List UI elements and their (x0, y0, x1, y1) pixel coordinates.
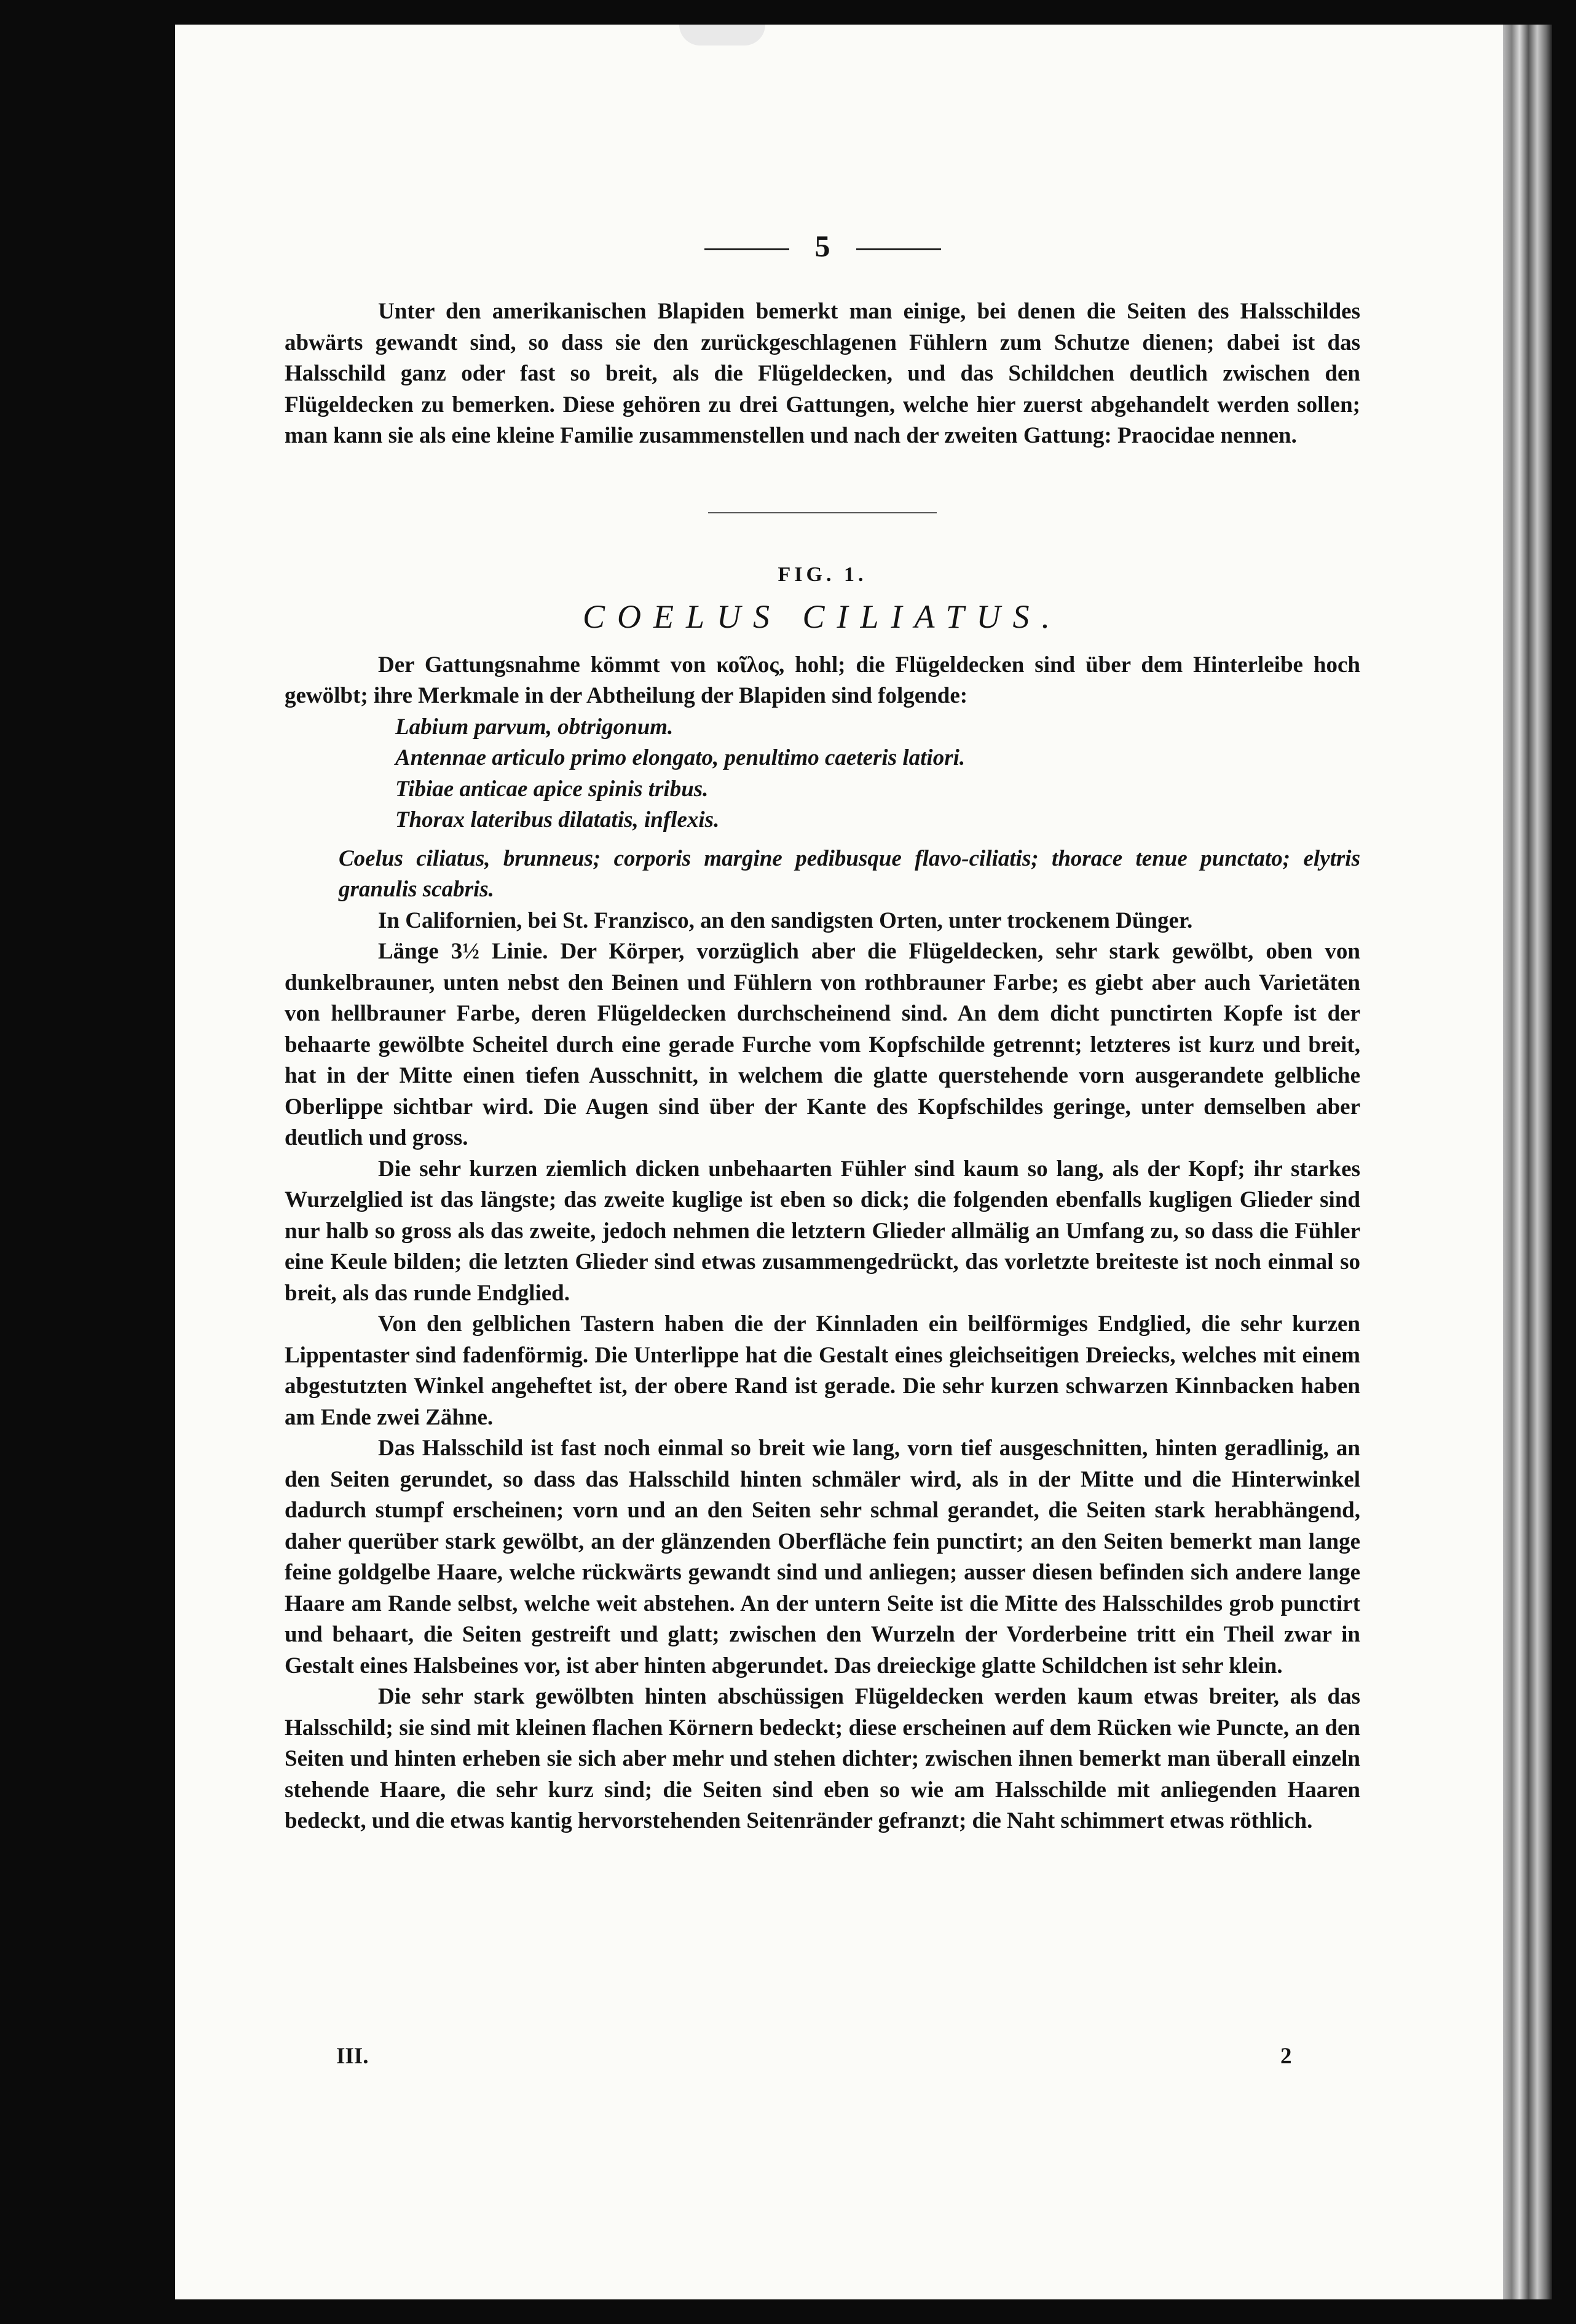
body-paragraph: In Californien, bei St. Franzisco, an den sandigsten Orten, unter trockenem Dünger. (378, 907, 1193, 933)
page-content (285, 227, 1360, 1837)
character-item: Labium parvum, obtrigonum. (395, 714, 674, 740)
character-list (395, 712, 1360, 836)
genus-intro: Der Gattungsnahme kömmt von κοῖλος, hohl; die Flügeldecken sind über dem Hinterleibe hoch gewölbt; ihre Merkmale in der Abtheilung der Blapiden sind folgende: (285, 652, 1360, 708)
page-blot (679, 25, 765, 45)
body-paragraph: Von den gelblichen Tastern haben die der Kinnladen ein beilförmiges Endglied, die sehr kurzen Lippentaster sind fadenförmig. Die Unterlippe hat die Gestalt eines gleichseitigen Dreiecks, welches mit einem abgestutzten Winkel angeheftet ist, der obere Rand ist gerade. Die sehr kurzen schwarzen Kinnbacken haben am Ende zwei Zähne. (285, 1311, 1360, 1430)
page-number: 5 (814, 229, 830, 263)
figure-label: FIG. 1. (778, 563, 867, 586)
diagnosis: Coelus ciliatus, brunneus; corporis margine pedibusque flavo-ciliatis; thorace tenue punctato; elytris granulis scabris. (339, 845, 1360, 902)
character-item: Antennae articulo primo elongato, penultimo caeteris latiori. (395, 745, 966, 770)
body-paragraph: Länge 3½ Linie. Der Körper, vorzüglich aber die Flügeldecken, sehr stark gewölbt, oben von dunkelbrauner, unten nebst den Beinen und Fühlern von rothbrauner Farbe; es giebt aber auch Varietäten von hellbrauner Farbe, deren Flügeldecken durchscheinend sind. An dem dicht punctirten Kopfe ist der behaarte gewölbte Scheitel durch eine gerade Furche vom Kopfschilde getrennt; letzteres ist kurz und breit, hat in der Mitte einen tiefen Ausschnitt, in welchem die glatte querstehende vorn ausgerandete gelbliche Oberlippe sichtbar wird. Die Augen sind über der Kante des Kopfschildes geringe, unter demselben aber deutlich und gross. (285, 939, 1360, 1150)
gathering-number: 2 (1280, 2044, 1292, 2069)
page-edge (1503, 25, 1552, 2299)
section-divider (708, 512, 937, 513)
header-dash-left (704, 248, 789, 250)
page-header (285, 227, 1360, 264)
body-paragraph: Die sehr kurzen ziemlich dicken unbehaarten Fühler sind kaum so lang, als der Kopf; ihr starkes Wurzelglied ist das längste; das zweite kuglige ist eben so dick; die folgenden ebenfalls kugligen Glieder sind nur halb so gross als das zweite, jedoch nehmen die letztern Glieder allmälig an Umfang zu, so dass die Fühler eine Keule bilden; die letzten Glieder sind etwas zusammengedrückt, das vorletzte breiteste ist noch einmal so breit, als das runde Endglied. (285, 1156, 1360, 1306)
character-item: Tibiae anticae apice spinis tribus. (395, 776, 709, 802)
signature-mark: III. (336, 2044, 369, 2069)
body-paragraph: Die sehr stark gewölbten hinten abschüssigen Flügeldecken werden kaum etwas breiter, als das Halsschild; sie sind mit kleinen flachen Körnern bedeckt; diese erscheinen auf dem Rücken wie Puncte, an den Seiten und hinten erheben sie sich aber mehr und stehen dichter; zwischen ihnen bemerkt man überall einzeln stehende Haare, die sehr kurz sind; die Seiten sind eben so wie am Halsschilde mit anliegenden Haaren bedeckt, und die etwas kantig hervorstehenden Seitenränder gefranzt; die Naht schimmert etwas röthlich. (285, 1684, 1360, 1833)
body-paragraph: Das Halsschild ist fast noch einmal so breit wie lang, vorn tief ausgeschnitten, hinten geradlinig, an den Seiten gerundet, so dass das Halsschild hinten schmäler wird, als in der Mitte und die Hinterwinkel dadurch stumpf erscheinen; vorn und an den Seiten sehr schmal gerandet, die Seiten stark herabhängend, daher querüber stark gewölbt, an der glänzenden Oberfläche fein punctirt; an den Seiten bemerkt man lange feine goldgelbe Haare, welche rückwärts gewandt sind und anliegen; ausser diesen befinden sich andere lange Haare am Rande selbst, welche weit abstehen. An der untern Seite ist die Mitte des Halsschildes grob punctirt und behaart, die Seiten gestreift und glatt; zwischen den Wurzeln der Vorderbeine tritt ein Theil zwar in Gestalt eines Halsbeines vor, ist aber hinten abgerundet. Das dreieckige glatte Schildchen ist sehr klein. (285, 1436, 1360, 1678)
species-title: COELUS CILIATUS. (582, 598, 1063, 635)
character-item: Thorax lateribus dilatatis, inflexis. (395, 807, 720, 832)
header-dash-right (856, 248, 941, 250)
intro-paragraph: Unter den amerikanischen Blapiden bemerkt man einige, bei denen die Seiten des Halsschildes abwärts gewandt sind, so dass sie den zurückgeschlagenen Fühlern zum Schutze dienen; dabei ist das Halsschild ganz oder fast so breit, als die Flügeldecken, und das Schildchen deutlich zwischen den Flügeldecken zu bemerken. Diese gehören zu drei Gattungen, welche hier zuerst abgehandelt werden sollen; man kann sie als eine kleine Familie zusammenstellen und nach der zweiten Gattung: Praocidae nennen. (285, 299, 1360, 448)
book-page (175, 25, 1503, 2299)
